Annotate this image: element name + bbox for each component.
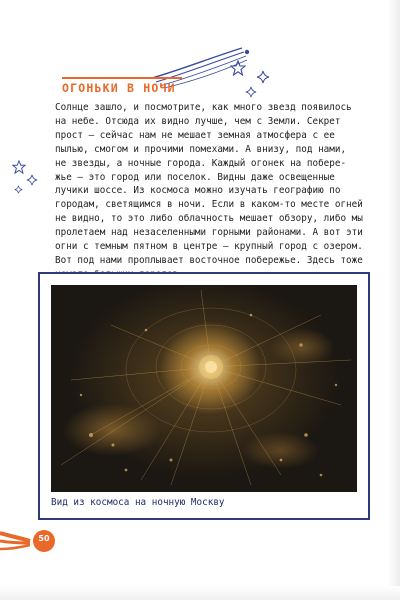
- sparkle-icon: [256, 70, 270, 84]
- page-edge-bottom: [0, 586, 400, 600]
- star-outline-icon: [230, 60, 246, 76]
- body-line: городам, светящимся в ночи. Если в каком-то месте огней: [55, 199, 363, 211]
- body-line: лучики шоссе. Из космоса можно изучать географию по: [55, 185, 341, 197]
- body-line: жье — это город или поселок. Видны даже освещенные: [55, 171, 335, 183]
- heading-rule: [62, 77, 182, 79]
- sparkle-icon: [26, 174, 38, 186]
- section-title: ОГОНЬКИ В НОЧИ: [62, 81, 176, 95]
- body-line: Вот под нами проплывает восточное побережье. Здесь тоже: [55, 254, 363, 266]
- page-edge: [388, 0, 400, 600]
- body-line: не звезды, а ночные города. Каждый огонек на побере-: [55, 157, 347, 169]
- star-outline-icon: [12, 160, 26, 174]
- body-paragraph: [55, 101, 363, 282]
- night-city-photo: [51, 285, 357, 492]
- figure-caption: Вид из космоса на ночную Москву: [51, 497, 225, 508]
- body-line: Солнце зашло, и посмотрите, как много звезд появилось: [55, 102, 352, 113]
- city-lights-texture: [51, 285, 357, 492]
- body-line: прост — сейчас нам не мешает земная атмосфера с ее: [55, 129, 335, 141]
- body-line: пролетаем над незаселенными горными районами. А вот эти: [55, 227, 363, 239]
- body-line: огни с темным пятном в центре — крупный город с озером.: [55, 241, 363, 253]
- sparkle-icon: [245, 86, 257, 98]
- body-line: не видно, то это либо облачность мешает обзору, либо мы: [55, 213, 363, 225]
- body-line: на небе. Отсюда их видно лучше, чем с Земли. Секрет: [55, 115, 341, 127]
- body-line: пылью, смогом и прочими помехами. А внизу, под нами,: [55, 143, 347, 155]
- page-number: 50: [38, 534, 50, 543]
- sparkle-icon: [14, 185, 23, 194]
